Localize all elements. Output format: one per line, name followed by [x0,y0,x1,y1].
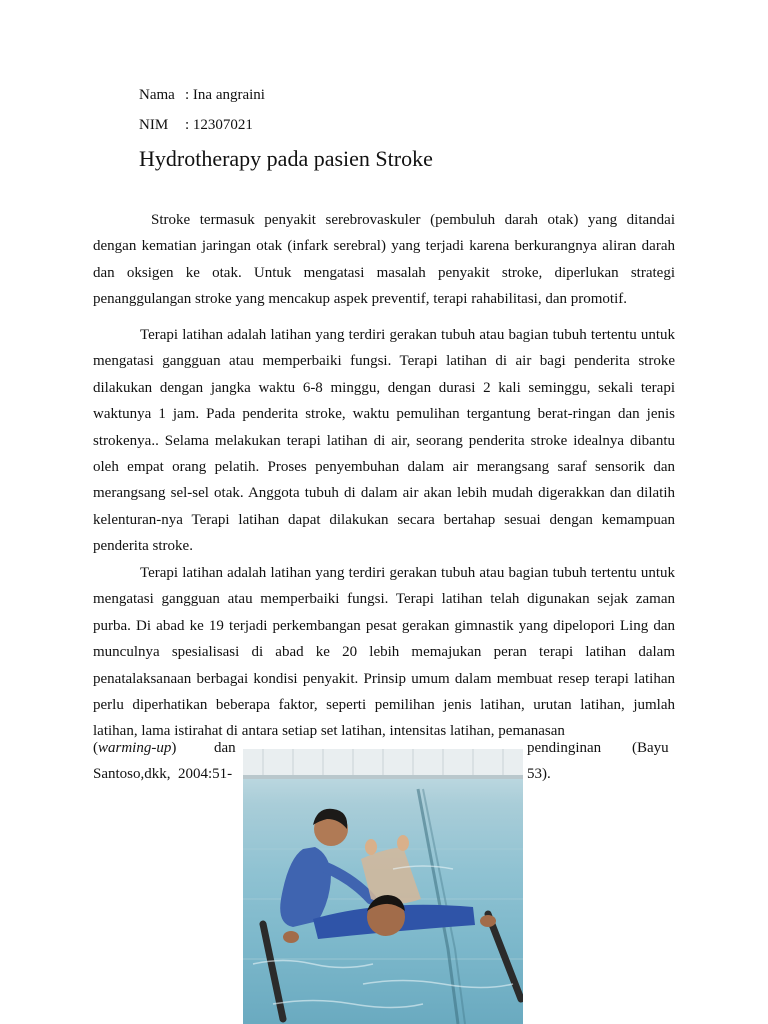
wrap-line-2-right: 53). [527,766,551,782]
document-title: Hydrotherapy pada pasien Stroke [139,146,433,171]
nim-value: : 12307021 [185,117,253,133]
wrap-word-dan: dan [214,740,236,756]
pool-illustration [243,749,523,1024]
nim-line [139,117,253,134]
nama-label: Nama [139,87,175,103]
paragraph-3: Terapi latihan adalah latihan yang terdiri gerakan tubuh atau bagian tubuh tertentu untuk mengatasi gangguan atau memperbaiki fungsi. Terapi latihan telah digunakan sejak zaman purba. Di abad ke 19 terjadi perkembangan pesat gerakan gimnastik yang dipelopori Ling dan munculnya spesialisasi di abad ke 20 lebih memajukan peran terapi latihan dalam penatalaksanaan berbagai kondisi penyakit. Prinsip umum dalam membuat resep terapi latihan perlu diperhatikan beberapa faktor, seperti pemilihan jenis latihan, urutan latihan, jumlah latihan, lama istirahat di antara setiap set latihan, intensitas latihan, pemanasan [93,565,675,740]
hydrotherapy-photo [243,749,523,1024]
paragraph-1: Stroke termasuk penyakit serebrovaskuler (pembuluh darah otak) yang ditandai dengan kematian jaringan otak (infark serebral) yang terjadi karena berkurangnya aliran darah dan oksigen ke otak. Untuk mengatasi masalah penyakit stroke, diperlukan strategi penanggulangan stroke yang mencakup aspek preventif, terapi rahabilitasi, dan promotif. [93,212,675,308]
paren-open: ( [93,740,98,756]
wrap-word-bayu: (Bayu [632,740,669,756]
wrap-word-pendinginan: pendinginan [527,740,602,756]
wrap-line-1-left [93,740,176,757]
nama-line [139,87,265,104]
warming-up-italic: warming-up [98,740,172,756]
paren-close: ) [171,740,177,756]
nim-label: NIM [139,117,169,133]
wrap-line-2-left: Santoso,dkk, 2004:51- [93,766,233,782]
nama-value: : Ina angraini [185,87,265,103]
paragraph-2: Terapi latihan adalah latihan yang terdiri gerakan tubuh atau bagian tubuh tertentu untuk mengatasi gangguan atau memperbaiki fungsi. Terapi latihan di air bagi penderita stroke dilakukan dengan jangka waktu 6-8 minggu, dengan durasi 2 kali seminggu, sekali terapi waktunya 1 jam. Pada penderita stroke, waktu pemulihan tergantung berat-ringan dan jenis strokenya.. Selama melakukan terapi latihan di air, seorang penderita stroke idealnya dibantu oleh empat orang pelatih. Proses penyembuhan dalam air merangsang saraf sensorik dan merangsang sel-sel otak. Anggota tubuh di dalam air akan lebih mudah digerakkan dan dilatih kelenturan-nya Terapi latihan dapat dilakukan secara bertahap sesuai dengan kemampuan penderita stroke. [93,327,675,555]
